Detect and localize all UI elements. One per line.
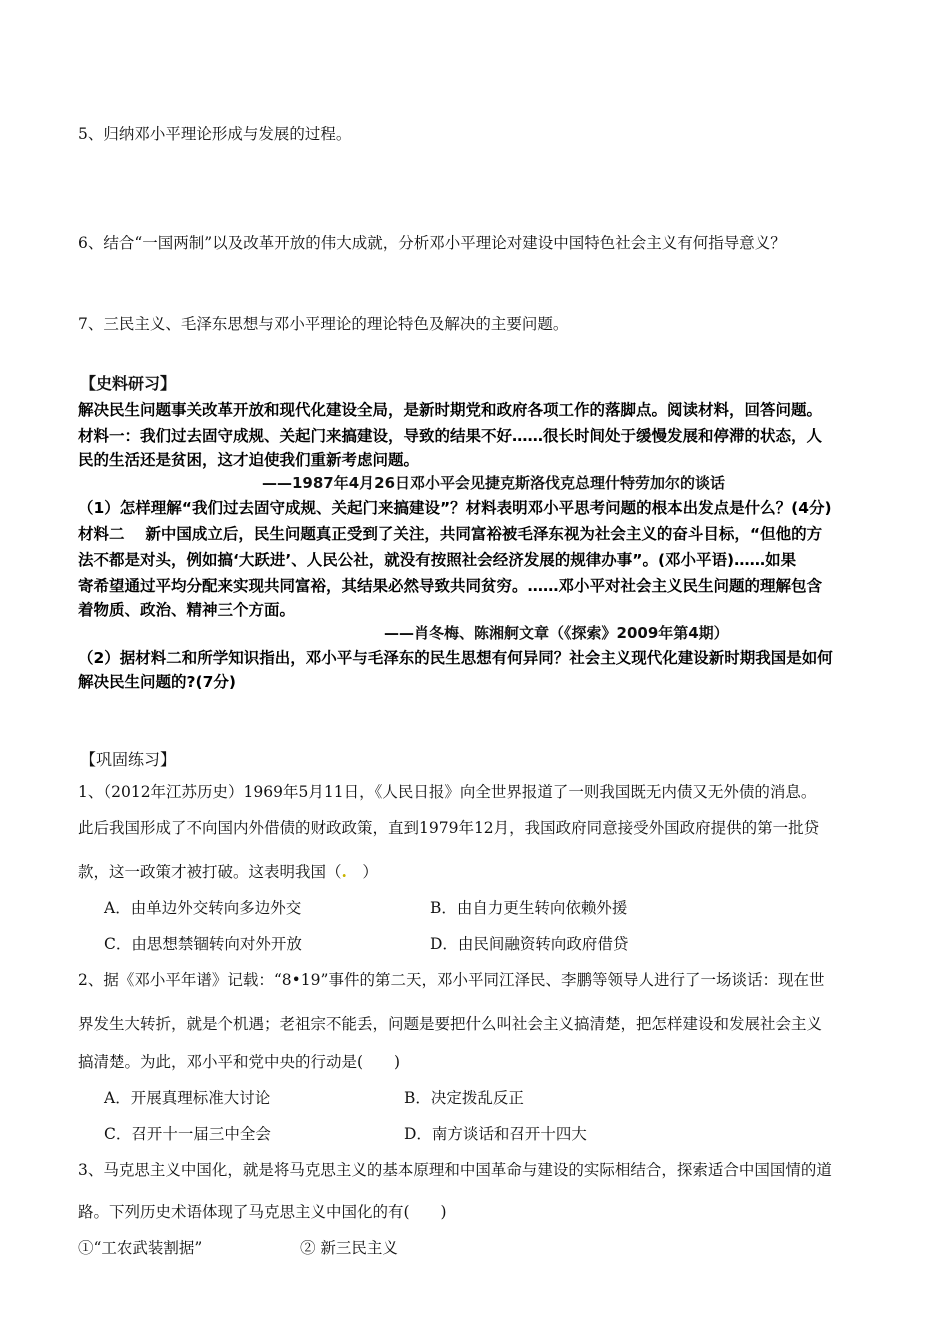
- question-6: 6、结合“一国两制”以及改革开放的伟大成就，分析邓小平理论对建设中国特色社会主义有何指导意义？: [78, 234, 786, 252]
- material-2-line-2: 法不都是对头，例如搞‘大跃进’、人民公社，就没有按照社会经济发展的规律办事”。(邓小平语)……如果: [78, 551, 797, 569]
- section-heading-gonggu: 【巩固练习】: [80, 750, 177, 769]
- exercise-2-line-3: 搞清楚。为此，邓小平和党中央的行动是( ): [78, 1053, 401, 1071]
- question-7: 7、三民主义、毛泽东思想与邓小平理论的理论特色及解决的主要问题。: [78, 315, 569, 333]
- exercise-2-option-a: A．开展真理标准大讨论: [104, 1089, 271, 1107]
- material-2-source: ——肖冬梅、陈湘舸文章（《探索》2009年第4期）: [384, 624, 729, 642]
- exercise-3-line-2: 路。下列历史术语体现了马克思主义中国化的有( ): [78, 1203, 447, 1221]
- material-question-1: （1）怎样理解“我们过去固守成规、关起门来搞建设”？材料表明邓小平思考问题的根本出发点是什么？(4分): [78, 499, 832, 517]
- exercise-2-option-d: D．南方谈话和召开十四大: [404, 1125, 587, 1143]
- material-2-line-1: 材料二 新中国成立后，民生问题真正受到了关注，共同富裕被毛泽东视为社会主义的奋斗目标，“但他的方: [78, 525, 823, 543]
- material-intro-line-1: 解决民生问题事关改革开放和现代化建设全局，是新时期党和政府各项工作的落脚点。阅读材料，回答问题。: [78, 401, 823, 419]
- exercise-2-line-1: 2、据《邓小平年谱》记载：“8•19”事件的第二天，邓小平同江泽民、李鹏等领导人进行了一场谈话：现在世: [78, 971, 825, 989]
- question-5: 5、归纳邓小平理论形成与发展的过程。: [78, 125, 352, 143]
- material-question-2-line-1: （2）据材料二和所学知识指出，邓小平与毛泽东的民生思想有何异同？社会主义现代化建设新时期我国是如何: [78, 649, 833, 667]
- exercise-3-option-1: ①“工农武装割据”: [78, 1239, 203, 1257]
- exercise-1-option-b: B．由自力更生转向依赖外援: [430, 899, 628, 917]
- exercise-3-option-2: ② 新三民主义: [300, 1239, 398, 1257]
- exercise-1-option-a: A．由单边外交转向多边外交: [104, 899, 302, 917]
- exercise-3-line-1: 3、马克思主义中国化，就是将马克思主义的基本原理和中国革命与建设的实际相结合，探索适合中国国情的道: [78, 1161, 832, 1179]
- exercise-1-line-1: 1、（2012年江苏历史）1969年5月11日，《人民日报》向全世界报道了一则我国既无内债又无外债的消息。: [78, 783, 817, 801]
- exercise-1-option-c: C．由思想禁锢转向对外开放: [104, 935, 302, 953]
- answer-blank-mark: .: [341, 862, 347, 881]
- exercise-1-bracket-close: ）: [346, 863, 378, 881]
- material-1-line-2: 民的生活还是贫困，这才迫使我们重新考虑问题。: [78, 451, 420, 469]
- exercise-1-stem-end: 款，这一政策才被打破。这表明我国（: [78, 863, 342, 881]
- exercise-2-option-b: B．决定拨乱反正: [404, 1089, 524, 1107]
- exercise-1-option-d: D．由民间融资转向政府借贷: [430, 935, 629, 953]
- material-1-source: ——1987年4月26日邓小平会见捷克斯洛伐克总理什特劳加尔的谈话: [262, 474, 726, 492]
- section-heading-shiliao: 【史料研习】: [80, 374, 177, 393]
- exercise-1-line-3: [78, 862, 378, 882]
- material-2-line-4: 着物质、政治、精神三个方面。: [78, 601, 296, 619]
- material-1-line-1: 材料一：我们过去固守成规、关起门来搞建设，导致的结果不好……很长时间处于缓慢发展和停滞的状态，人: [78, 427, 823, 445]
- exercise-2-option-c: C．召开十一届三中全会: [104, 1125, 271, 1143]
- material-2-line-3: 寄希望通过平均分配来实现共同富裕，其结果必然导致共同贫穷。……邓小平对社会主义民生问题的理解包含: [78, 577, 823, 595]
- material-question-2-line-2: 解决民生问题的?(7分): [78, 673, 236, 691]
- exercise-2-line-2: 界发生大转折，就是个机遇；老祖宗不能丢，问题是要把什么叫社会主义搞清楚，把怎样建设和发展社会主义: [78, 1015, 823, 1033]
- exercise-1-line-2: 此后我国形成了不向国内外借债的财政政策，直到1979年12月，我国政府同意接受外国政府提供的第一批贷: [78, 819, 820, 837]
